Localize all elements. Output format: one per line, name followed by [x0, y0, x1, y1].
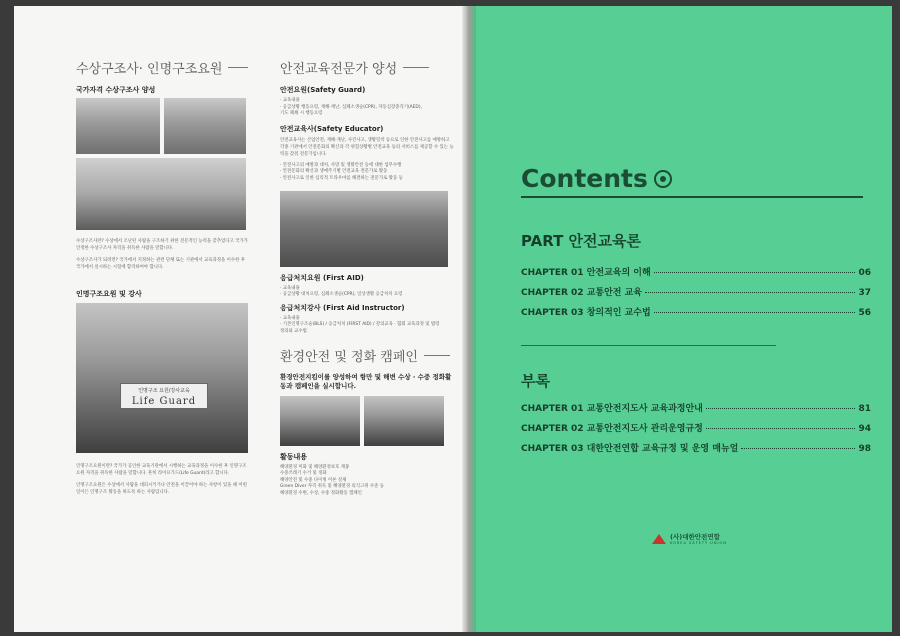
logo-subtext: KOREA SAFETY UNION	[670, 541, 727, 545]
banner-big-text: Life Guard	[131, 396, 197, 407]
section-title-environment	[280, 346, 455, 365]
list-item: · 안전사고의 예방과 대처, 사망 및 생활안전 등에 대한 업무수행	[280, 162, 402, 168]
campaign-photo-1	[280, 396, 360, 446]
list-item: 해양환경 미화 및 해양환경보호 계몽	[280, 464, 350, 470]
book-spread	[14, 6, 892, 632]
toc-item[interactable]	[521, 265, 871, 285]
toc-page-number: 81	[858, 404, 871, 414]
dot-leader	[706, 428, 856, 429]
toc-page-number: 06	[858, 268, 871, 278]
subtitle-lifeguard-instructor: 인명구조요원 및 강사	[76, 290, 142, 298]
toc-page-number: 98	[858, 444, 871, 454]
logo-text	[670, 532, 727, 545]
contents-title-text: Contents	[521, 164, 648, 193]
publisher-logo	[652, 532, 727, 545]
toc-label: CHAPTER 01 교통안전지도사 교육과정안내	[521, 404, 703, 414]
toc-item[interactable]	[521, 305, 871, 325]
left-column	[76, 58, 248, 501]
subtitle-activities: 활동내용	[280, 452, 308, 461]
activity-list	[280, 465, 455, 498]
paragraph: 인명구조요원이란? 국가가 공인한 교육기관에서 시행하는 교육과정을 이수한 후 인명구조요원 자격을 취득한 사람을 말합니다. 흔히 라이프가드(Life Guard)라고 합니다.	[76, 464, 247, 476]
dot-leader	[645, 292, 855, 293]
toc-item[interactable]	[521, 285, 871, 305]
subtitle-first-aid-instructor: 응급처치강사 (First Aid Instructor)	[280, 303, 405, 312]
section-rule	[521, 345, 776, 346]
photo-row-campaign	[280, 396, 455, 446]
list-item: 해양환경 수변, 수상, 수중 정화활동 캠페인	[280, 490, 362, 496]
section-title-lifeguard	[76, 58, 248, 77]
appendix-title: 부록	[521, 372, 550, 390]
subtitle-first-aid: 응급처치요원 (First AID)	[280, 273, 364, 282]
right-page	[469, 6, 892, 632]
list-item: · 교육내용	[280, 315, 300, 321]
pool-photo-2	[164, 98, 246, 154]
instructor-list	[280, 316, 455, 336]
toc-label: CHAPTER 01 안전교육의 이해	[521, 268, 651, 278]
book-gutter	[462, 6, 476, 632]
contents-heading	[521, 164, 871, 193]
list-item: 기도 폐쇄 시 행동요령	[280, 111, 323, 117]
appendix-chapter-list	[521, 401, 871, 461]
part-chapter-list	[521, 265, 871, 325]
toc-label: CHAPTER 02 교통안전 교육	[521, 288, 643, 298]
list-item: · 응급상황 대처요령, 심폐소생술(CPR), 일상생활 응급처치 요령	[280, 292, 403, 298]
left-page	[14, 6, 469, 632]
guard-list	[280, 98, 455, 118]
pool-photo-1	[76, 98, 160, 154]
target-icon	[654, 170, 672, 188]
photo-row-pool	[76, 98, 248, 154]
subtitle-safety-guard: 안전요원(Safety Guard)	[280, 86, 366, 94]
educator-list	[280, 163, 455, 183]
list-item: 수중쓰레기 수거 및 정화	[280, 471, 327, 477]
toc-item[interactable]	[521, 421, 871, 441]
toc-page-number: 94	[858, 424, 871, 434]
section-title-text: 환경안전 및 정화 캠페인	[280, 349, 418, 365]
title-rule	[403, 67, 429, 68]
paragraph: 수상구조사란? 수상에서 조난된 사람을 구조하기 위한 전문적인 능력을 갖추었다고 국가가 인정한 수상구조사 자격을 취득한 사람을 말합니다.	[76, 239, 248, 251]
heading-rule	[521, 196, 863, 198]
list-item: · 안전사고로 인한 심리적 트라우마를 해결하는 전문가로 활동 등	[280, 175, 403, 181]
dot-leader	[741, 448, 855, 449]
firstaid-list	[280, 286, 455, 299]
toc-label: CHAPTER 03 창의적인 교수법	[521, 308, 651, 318]
list-item: 해양안전 및 수중 다이빙 이론 실제	[280, 477, 347, 483]
part-title: PART 안전교육론	[521, 232, 642, 250]
lecture-hall-photo	[280, 191, 448, 267]
group-photo	[76, 303, 248, 453]
title-rule	[228, 67, 248, 68]
logo-name: (사)대한안전연합	[670, 533, 720, 541]
list-item: · 기본인명구조술(BLS) / 응급처치 (FIRST AID) / 강의교육 · 협회 교육과정 및 법령	[280, 322, 440, 328]
paragraph: 안전교육사는 산업안전, 재해·재난, 사건사고, 생활밀착 등으로 인한 안전사고를 예방하고 각종 기관에서 안전문화의 확산과 각 위험상황별 안전교육 등의 서비스를 제공할 수 있는 능력을 갖춰 전문가입니다.	[280, 137, 454, 157]
campaign-photo-2	[364, 396, 444, 446]
right-column	[280, 58, 455, 498]
toc-label: CHAPTER 02 교통안전지도사 관리운영규정	[521, 424, 703, 434]
banner-small-text: 인명구조 요원/강사교육	[138, 388, 190, 394]
toc-page-number: 37	[858, 288, 871, 298]
dot-leader	[706, 408, 856, 409]
list-item: · 교육내용	[280, 285, 300, 291]
list-item: Green Diver 자격 취득 및 해양환경 의식고취 수준 등	[280, 484, 385, 490]
toc-item[interactable]	[521, 401, 871, 421]
toc-label: CHAPTER 03 대한안전연합 교육규정 및 운영 매뉴얼	[521, 444, 739, 454]
dot-leader	[654, 312, 856, 313]
dot-leader	[654, 272, 856, 273]
list-item: · 안전문화의 확산과 생애주기별 안전교육 전문가로 활동	[280, 169, 388, 175]
paragraph: 수상구조사가 되려면? 국가에서 지정하는 관련 단체 또는 기관에서 교육과정을 이수한 후 국가에서 실시하는 시험에 합격하여야 합니다.	[76, 258, 245, 270]
lifeguard-banner	[120, 383, 208, 409]
training-photo	[76, 158, 246, 230]
logo-mark-icon	[652, 534, 666, 544]
environment-headline: 환경안전지킴이를 양성하여 항만 및 해변 수상 · 수중 정화활동과 캠페인을 실시합니다.	[280, 372, 452, 390]
subtitle-rescuer: 국가자격 수상구조사 양성	[76, 86, 156, 94]
toc-item[interactable]	[521, 441, 871, 461]
toc-page-number: 56	[858, 308, 871, 318]
section-title-text: 수상구조사· 인명구조요원	[76, 62, 223, 77]
list-item: · 교육내용	[280, 98, 300, 103]
list-item: · 응급상황 행동요령, 재해·재난, 심폐소생술(CPR), 자동심장충격기(AED),	[280, 104, 422, 110]
title-rule	[424, 355, 450, 356]
list-item: 정의와 교수법	[280, 328, 307, 334]
paragraph: 인명구조요원은 수상에서 사람을 대피시키거나 안전을 이끌어야 하는 사항이 있을 때 어떤 일이든 인명구조 활동을 하도록 하는 사람입니다.	[76, 483, 247, 495]
section-title-text: 안전교육전문가 양성	[280, 62, 398, 77]
subtitle-safety-educator: 안전교육사(Safety Educator)	[280, 124, 384, 133]
table-of-contents	[521, 164, 871, 461]
section-title-safety-edu	[280, 58, 455, 77]
